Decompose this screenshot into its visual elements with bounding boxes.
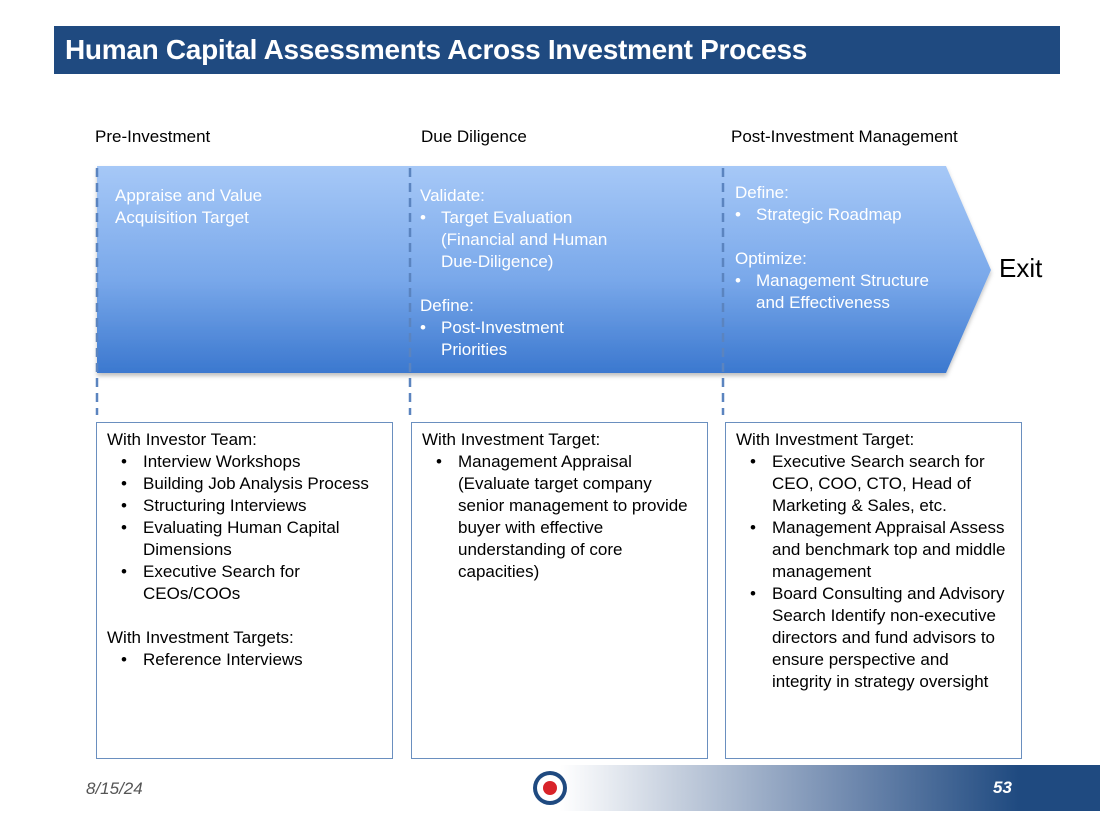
list-item: • Management Appraisal (Evaluate target company senior management to provide buyer with effective understanding of core capacities) [422, 451, 697, 583]
box-heading: With Investor Team: [107, 430, 257, 449]
validate-heading: Validate: [420, 186, 485, 205]
list-item: • Evaluating Human Capital Dimensions [107, 517, 382, 561]
exit-label: Exit [999, 253, 1043, 283]
stage-line: Appraise and Value [115, 186, 263, 205]
stage-bullet-cont: Priorities [441, 340, 508, 359]
list-item: • Executive Search search for CEO, COO, CTO, Head of Marketing & Sales, etc. [736, 451, 1011, 517]
stage-line: Acquisition Target [115, 208, 249, 227]
stage-bullet: • Post-Investment [420, 317, 607, 339]
list-item: • Reference Interviews [107, 649, 382, 671]
page-number: 53 [993, 778, 1012, 797]
stage-pre-investment [115, 185, 262, 229]
box-heading-2: With Investment Targets: [107, 628, 294, 647]
phase-label-post-investment: Post-Investment Management [731, 127, 958, 146]
list-item: • Board Consulting and Advisory Search Identify non-executive directors and fund advisors to ensure perspective and integrity in strategy oversight [736, 583, 1011, 693]
list-item: • Management Appraisal Assess and benchmark top and middle management [736, 517, 1011, 583]
list-item: • Structuring Interviews [107, 495, 382, 517]
stage-bullet-cont: Due-Diligence) [441, 252, 554, 271]
stage-post-investment [735, 182, 929, 314]
list-item: • Building Job Analysis Process [107, 473, 382, 495]
roundel-logo-icon [532, 770, 568, 806]
box-pre-investment [96, 422, 393, 759]
phase-label-pre-investment: Pre-Investment [95, 127, 211, 146]
box-heading: With Investment Target: [422, 430, 601, 449]
stage-bullet-cont: (Financial and Human [441, 230, 608, 249]
box-post-investment [725, 422, 1022, 759]
box-list [107, 451, 382, 605]
define-heading: Define: [420, 296, 474, 315]
footer-date: 8/15/24 [86, 779, 143, 798]
list-item: • Executive Search for CEOs/COOs [107, 561, 382, 605]
phase-label-due-diligence: Due Diligence [421, 127, 527, 146]
box-list-2 [107, 649, 382, 671]
page-title: Human Capital Assessments Across Investment Process [65, 34, 808, 65]
define-heading: Define: [735, 183, 789, 202]
stage-due-diligence [420, 185, 607, 361]
stage-bullet: • Management Structure [735, 270, 929, 292]
stage-bullet: • Strategic Roadmap [735, 204, 929, 226]
list-item: • Interview Workshops [107, 451, 382, 473]
box-heading: With Investment Target: [736, 430, 915, 449]
footer-band [560, 765, 1100, 811]
stage-bullet-cont: and Effectiveness [756, 293, 890, 312]
optimize-heading: Optimize: [735, 249, 807, 268]
box-list [422, 451, 697, 583]
stage-bullet: • Target Evaluation [420, 207, 607, 229]
box-due-diligence [411, 422, 708, 759]
box-list [736, 451, 1011, 693]
